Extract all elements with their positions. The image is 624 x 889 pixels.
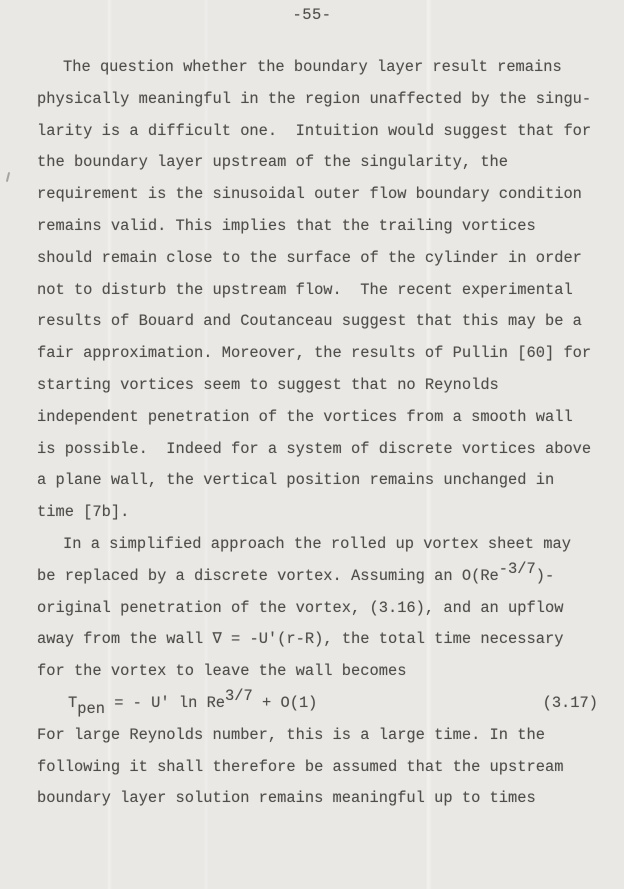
text-line [37,338,598,370]
text-line [37,211,598,243]
text-segment: is possible. Indeed for a system of discrete vortices above [37,439,592,458]
text-line [37,116,598,148]
text-line [37,147,598,179]
text-segment: T [68,693,78,712]
text-line [37,752,598,784]
text-segment: a plane wall, the vertical position remains unchanged in [37,471,555,490]
text-segment: away from the wall ∇ = -U'(r-R), the total time necessary [37,630,564,649]
equation-line [37,688,598,720]
text-line [37,783,598,815]
text-segment: larity is a difficult one. Intuition would suggest that for [37,121,592,140]
text-segment: The question whether the boundary layer result remains [63,58,562,76]
text-segment: requirement is the sinusoidal outer flow boundary condition [37,185,582,204]
superscript-text: -3/7 [498,559,536,578]
text-segment: should remain close to the surface of the cylinder in order [37,248,582,267]
text-segment: fair approximation. Moreover, the results of Pullin [60] for [37,344,592,363]
subscript-text: pen [77,699,105,718]
text-line [37,275,598,307]
text-line [37,529,598,561]
text-segment: remains valid. This implies that the trailing vortices [37,216,536,235]
text-line [37,434,598,466]
text-segment: For large Reynolds number, this is a large time. In the [37,725,545,744]
text-segment: original penetration of the vortex, (3.16), and an upflow [37,598,564,617]
text-line [37,179,598,211]
text-line [37,465,598,497]
text-segment: following it shall therefore be assumed that the upstream [37,757,564,776]
text-line [37,720,598,752]
text-segment: In a simplified approach the rolled up vortex sheet may [63,534,571,553]
text-segment: independent penetration of the vortices from a smooth wall [37,407,573,426]
text-line [37,370,598,402]
text-segment: = - U' ln Re [104,693,226,712]
text-segment: be replaced by a discrete vortex. Assuming an O(Re [37,566,499,585]
text-line [37,624,598,656]
text-line [37,84,598,116]
text-line [37,306,598,338]
text-line [37,497,598,529]
text-segment: physically meaningful in the region unaffected by the singu- [37,89,592,108]
text-segment: starting vortices seem to suggest that no Reynolds [37,375,499,394]
text-line [37,52,598,84]
text-segment: + O(1) [252,693,318,712]
text-segment: not to disturb the upstream flow. The recent experimental [37,280,573,299]
text-line [37,402,598,434]
document-body [37,52,598,815]
text-segment: the boundary layer upstream of the singularity, the [37,153,509,172]
superscript-text: 3/7 [225,686,253,705]
equation-number: (3.17) [542,693,598,712]
text-segment: results of Bouard and Coutanceau suggest that this may be a [37,312,582,331]
text-line [37,593,598,625]
text-segment: for the vortex to leave the wall becomes [37,662,407,681]
text-segment: )- [535,566,555,585]
text-segment: time [7b]. [37,503,130,522]
text-line [37,561,598,593]
text-line [37,243,598,275]
page-number: -55- [292,6,332,24]
text-segment: boundary layer solution remains meaningful up to times [37,789,536,808]
scan-mark [6,172,10,182]
text-line [37,656,598,688]
